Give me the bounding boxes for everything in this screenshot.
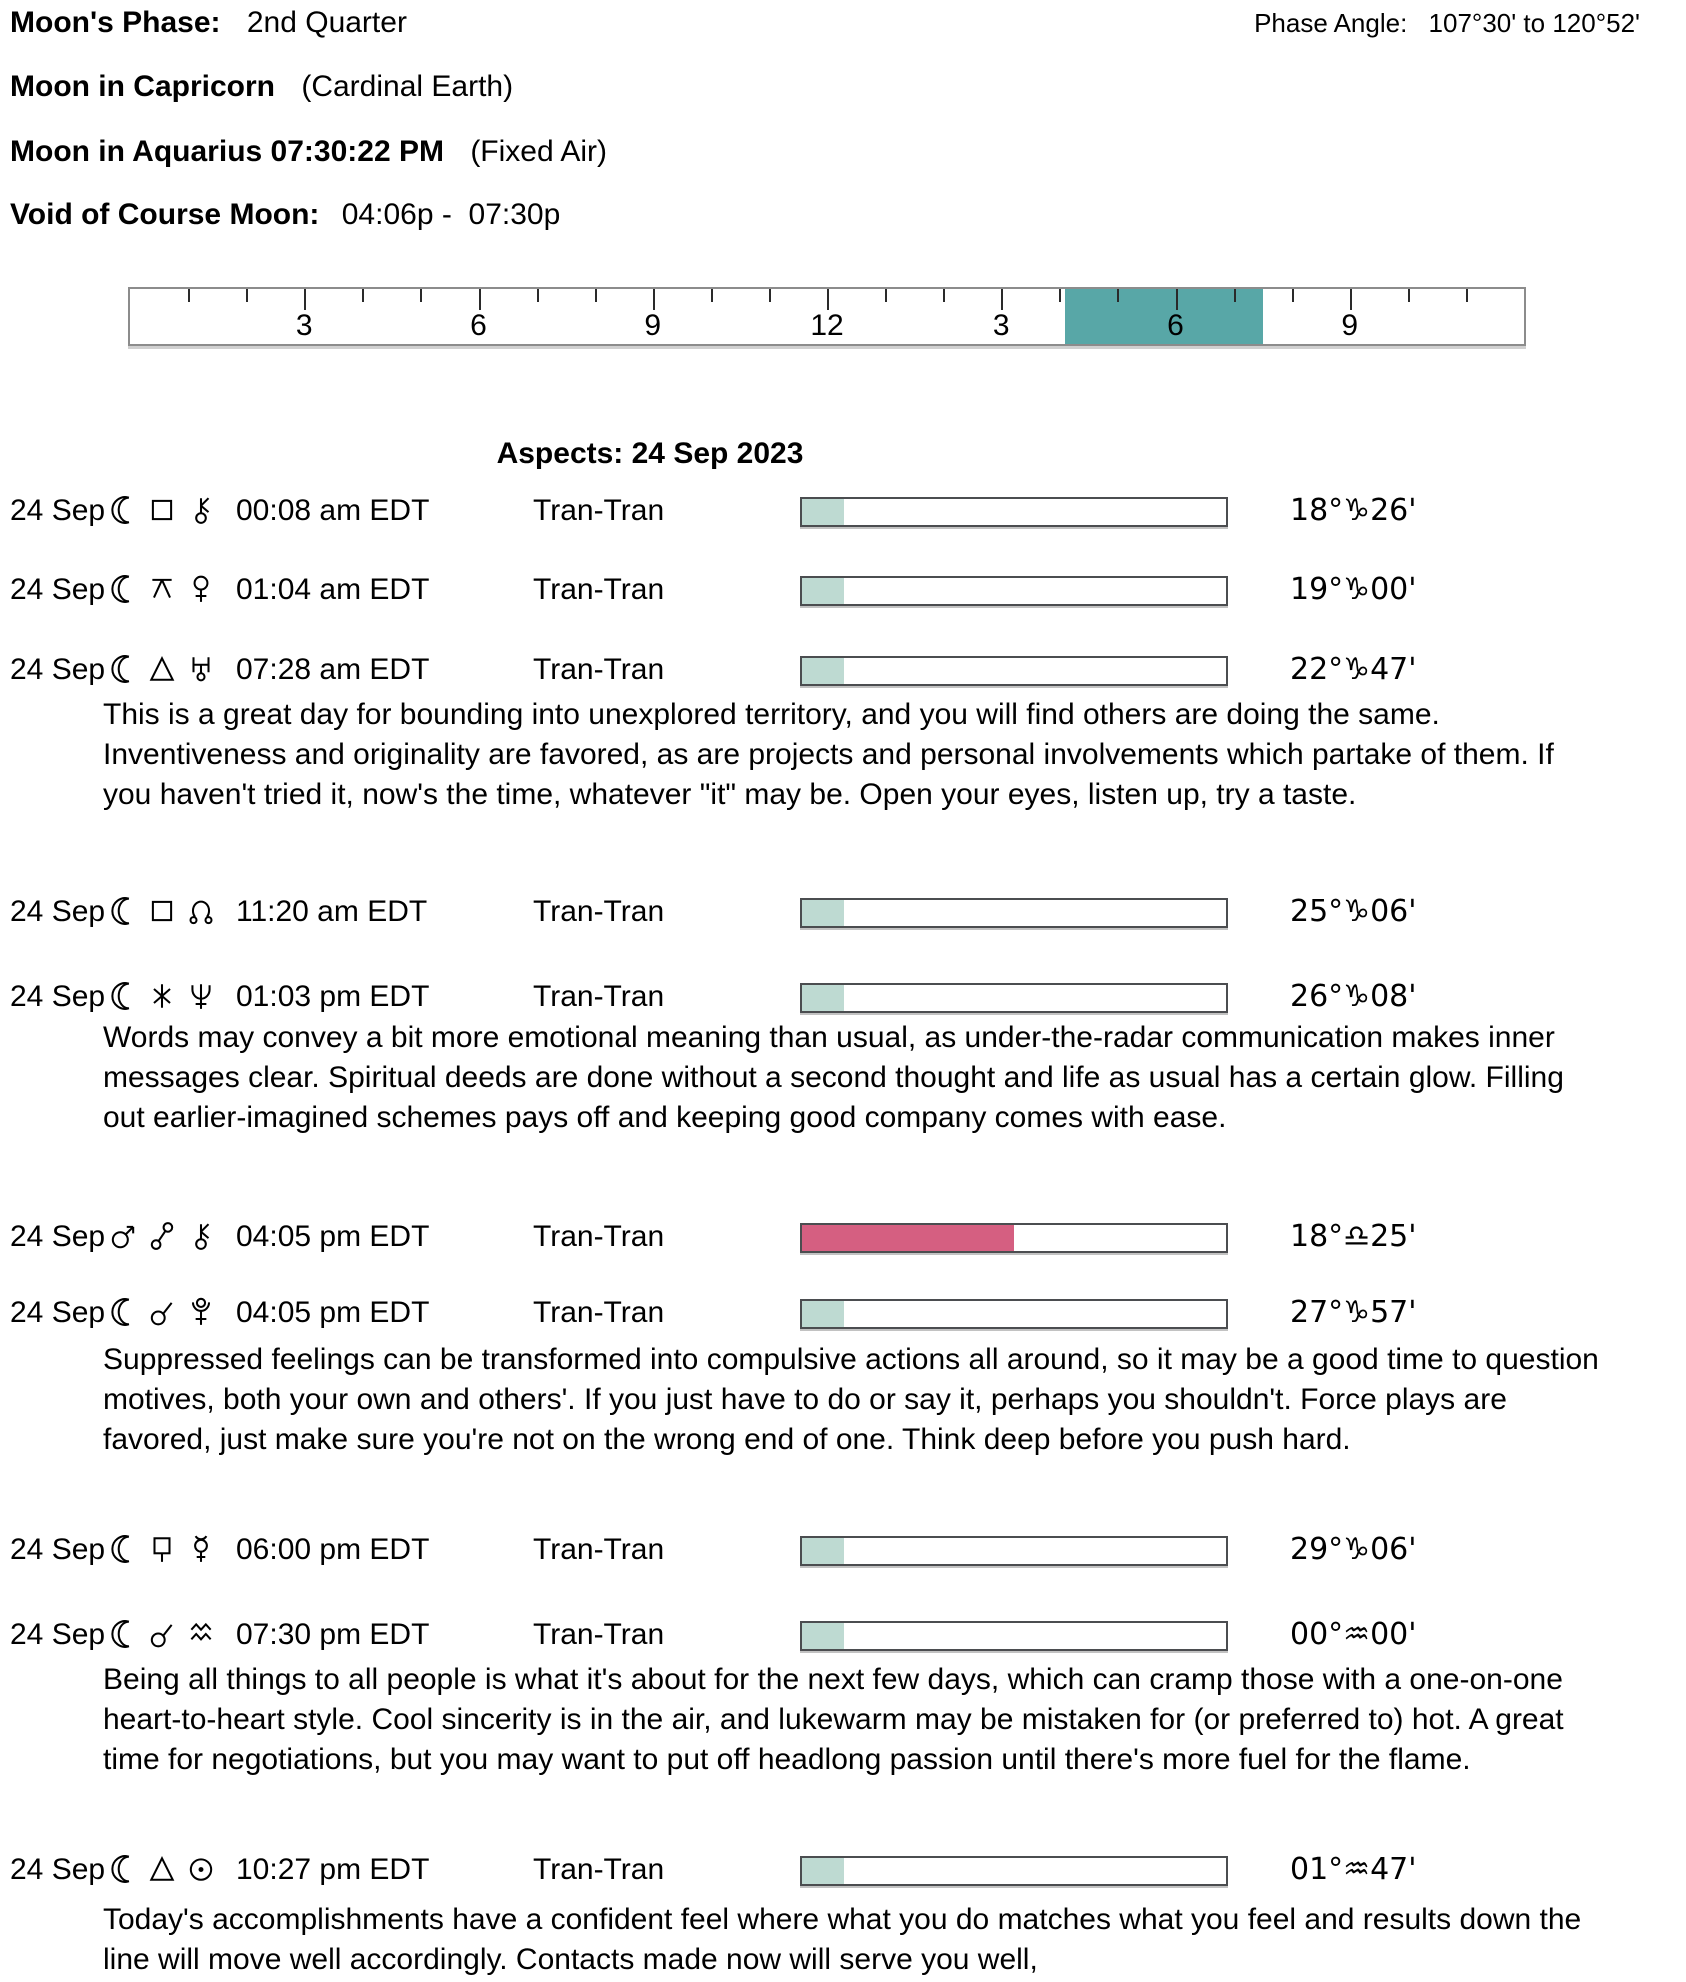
aquarius-glyph (186, 1619, 216, 1649)
hour-tick (1234, 289, 1236, 302)
voc-value: 04:06p - 07:30p (341, 198, 561, 231)
neptune-glyph (186, 981, 216, 1011)
aspect-type: Tran-Tran (533, 1618, 665, 1651)
north-node-glyph (186, 896, 216, 926)
hour-tick (420, 289, 422, 302)
moon-glyph (108, 654, 138, 684)
moons-phase-value: 2nd Quarter (246, 6, 407, 39)
aspect-row (0, 1618, 1686, 1654)
hour-tick (1176, 289, 1178, 310)
aspect-row (0, 573, 1686, 609)
aspect-position: 01°♒47' (1290, 1852, 1417, 1887)
mercury-glyph (186, 1534, 216, 1564)
aspect-time: 07:28 am EDT (236, 653, 430, 686)
moons-phase-label: Moon's Phase: (10, 6, 221, 39)
aspect-orb-bar (800, 1536, 1228, 1566)
moon-glyph (108, 574, 138, 604)
moons-phase-line (10, 6, 407, 40)
aspect-position: 26°♑08' (1290, 979, 1417, 1014)
chiron-glyph (186, 1221, 216, 1251)
aspect-orb-bar (800, 898, 1228, 928)
venus-glyph (186, 574, 216, 604)
aspect-interpretation: Words may convey a bit more emotional meaning than usual, as under-the-radar communication makes inner messages clear. Spiritual deeds are done without a second thought and life as usual has a certain glow. Filling out earlier-imagined schemes pays off and keeping good company comes with ease. (103, 1021, 1564, 1134)
aspect-position: 25°♑06' (1290, 894, 1417, 929)
aspect-time: 01:04 am EDT (236, 573, 430, 606)
sesquiquadrate-glyph (147, 1534, 177, 1564)
aspect-orb-bar (800, 1856, 1228, 1886)
aspect-orb-bar (800, 1621, 1228, 1651)
hour-tick (1001, 289, 1003, 310)
hour-tick (711, 289, 713, 302)
aspect-row (0, 494, 1686, 530)
aspect-time: 07:30 pm EDT (236, 1618, 430, 1651)
aspect-orb-bar-fill (802, 985, 844, 1011)
quincunx-glyph (147, 574, 177, 604)
moon-in-capricorn-line (10, 70, 513, 104)
square-glyph (147, 896, 177, 926)
hour-tick (362, 289, 364, 302)
aspects-title: Aspects: 24 Sep 2023 (496, 437, 804, 470)
aspect-position: 22°♑47' (1290, 652, 1417, 687)
hour-label: 6 (470, 309, 487, 342)
aspect-date: 24 Sep (10, 573, 106, 606)
aspect-orb-bar-fill (802, 1623, 844, 1649)
phase-angle-label: Phase Angle: (1254, 8, 1408, 38)
moon-sign-note: (Cardinal Earth) (301, 70, 514, 103)
hour-tick (595, 289, 597, 302)
aspect-time: 00:08 am EDT (236, 494, 430, 527)
moon-glyph (108, 896, 138, 926)
aspect-type: Tran-Tran (533, 895, 665, 928)
aspect-position: 18°♎25' (1290, 1219, 1417, 1254)
voc-ruler (128, 287, 1526, 346)
aspect-time: 04:05 pm EDT (236, 1220, 430, 1253)
aspect-position: 19°♑00' (1290, 572, 1417, 607)
aspect-interpretation: This is a great day for bounding into unexplored territory, and you will find others are doing the same. Inventiveness and originality are favored, as are projects and personal involvements which partake of them. If you haven't tried it, now's the time, whatever "it" may be. Open your eyes, listen up, try a taste. (103, 698, 1554, 811)
aspect-position: 18°♑26' (1290, 493, 1417, 528)
aspect-time: 01:03 pm EDT (236, 980, 430, 1013)
aspect-time: 11:20 am EDT (236, 895, 428, 928)
mars-glyph (108, 1221, 138, 1251)
trine-glyph (147, 1854, 177, 1884)
aspect-type: Tran-Tran (533, 1853, 665, 1886)
moon-glyph (108, 1619, 138, 1649)
aspect-row (0, 1533, 1686, 1569)
conjunction-glyph (147, 1619, 177, 1649)
hour-tick (1466, 289, 1468, 302)
aspect-orb-bar (800, 1299, 1228, 1329)
aspect-date: 24 Sep (10, 1618, 106, 1651)
aspect-type: Tran-Tran (533, 1296, 665, 1329)
uranus-glyph (186, 654, 216, 684)
hour-label: 9 (644, 309, 662, 342)
aspect-time: 04:05 pm EDT (236, 1296, 430, 1329)
aspect-interpretation: Being all things to all people is what it's about for the next few days, which can cramp those with a one-on-one heart-to-heart style. Cool sincerity is in the air, and lukewarm may be mistaken for (or preferred to) hot. A great time for negotiations, but you may want to put off headlong passion until there's more fuel for the flame. (103, 1663, 1564, 1776)
hour-label: 3 (295, 309, 313, 342)
moon-glyph (108, 1534, 138, 1564)
moon-glyph (108, 1854, 138, 1884)
aspect-orb-bar-fill (802, 658, 844, 684)
aspect-orb-bar-fill (802, 578, 844, 604)
aspect-position: 29°♑06' (1290, 1532, 1417, 1567)
hour-tick (1408, 289, 1410, 302)
void-of-course-line (10, 198, 560, 232)
aspect-row (0, 895, 1686, 931)
aspect-interpretation: Today's accomplishments have a confident feel where what you do matches what you feel and results down the line will move well accordingly. Contacts made now will serve you well, (103, 1903, 1582, 1976)
aspect-date: 24 Sep (10, 1220, 106, 1253)
pluto-glyph (186, 1297, 216, 1327)
hour-tick (1117, 289, 1119, 302)
aspect-row (0, 653, 1686, 689)
aspect-orb-bar-fill (802, 1538, 844, 1564)
aspect-orb-bar-fill (802, 900, 844, 926)
aspect-orb-bar-fill (802, 1225, 1014, 1251)
chiron-glyph (186, 495, 216, 525)
aspect-row (0, 980, 1686, 1016)
aspect-type: Tran-Tran (533, 494, 665, 527)
hour-tick (1059, 289, 1061, 302)
phase-angle (1254, 8, 1640, 39)
aspect-orb-bar (800, 497, 1228, 527)
aspect-type: Tran-Tran (533, 1220, 665, 1253)
aspect-date: 24 Sep (10, 980, 106, 1013)
hour-tick (769, 289, 771, 302)
aspect-orb-bar-fill (802, 1858, 844, 1884)
aspect-position: 00°♒00' (1290, 1617, 1417, 1652)
hour-tick (1350, 289, 1352, 310)
aspect-type: Tran-Tran (533, 653, 665, 686)
hour-tick (188, 289, 190, 302)
hour-label: 9 (1341, 309, 1359, 342)
aspect-orb-bar (800, 656, 1228, 686)
voc-label: Void of Course Moon: (10, 198, 320, 231)
aspect-date: 24 Sep (10, 494, 106, 527)
aspect-type: Tran-Tran (533, 573, 665, 606)
aspect-interpretation: Suppressed feelings can be transformed into compulsive actions all around, so it may be a good time to question motives, both your own and others'. If you just have to do or say it, perhaps you shouldn't. Force plays are favored, just make sure you're not on the wrong end of one. Think deep before you push hard. (103, 1343, 1599, 1456)
aspect-date: 24 Sep (10, 653, 106, 686)
moon-sign-label: Moon in Capricorn (10, 70, 275, 103)
hour-tick (653, 289, 655, 310)
moon-ingress-note: (Fixed Air) (470, 135, 607, 168)
moon-glyph (108, 495, 138, 525)
aspect-orb-bar (800, 576, 1228, 606)
hour-label: 12 (810, 309, 844, 342)
hour-tick (246, 289, 248, 302)
aspect-date: 24 Sep (10, 895, 106, 928)
aspect-row (0, 1853, 1686, 1889)
aspect-type: Tran-Tran (533, 1533, 665, 1566)
hour-tick (827, 289, 829, 310)
aspect-date: 24 Sep (10, 1296, 106, 1329)
hour-tick (885, 289, 887, 302)
conjunction-glyph (147, 1297, 177, 1327)
moon-ingress-label: Moon in Aquarius 07:30:22 PM (10, 135, 444, 168)
moon-glyph (108, 1297, 138, 1327)
aspect-orb-bar (800, 983, 1228, 1013)
moon-glyph (108, 981, 138, 1011)
hour-tick (537, 289, 539, 302)
aspect-row (0, 1220, 1686, 1256)
hour-tick (1292, 289, 1294, 302)
aspect-date: 24 Sep (10, 1853, 106, 1886)
aspect-date: 24 Sep (10, 1533, 106, 1566)
phase-angle-value: 107°30' to 120°52' (1428, 8, 1640, 38)
hour-tick (943, 289, 945, 302)
hour-label: 6 (1167, 309, 1184, 342)
aspect-time: 10:27 pm EDT (236, 1853, 430, 1886)
moon-in-aquarius-line (10, 135, 607, 169)
aspect-time: 06:00 pm EDT (236, 1533, 430, 1566)
aspect-orb-bar-fill (802, 1301, 844, 1327)
hour-tick (304, 289, 306, 310)
opposition-glyph (147, 1221, 177, 1251)
aspect-orb-bar-fill (802, 499, 844, 525)
sextile-glyph (147, 981, 177, 1011)
hour-tick (479, 289, 481, 310)
aspect-type: Tran-Tran (533, 980, 665, 1013)
sun-glyph (186, 1854, 216, 1884)
square-glyph (147, 495, 177, 525)
hour-label: 3 (992, 309, 1010, 342)
aspect-row (0, 1296, 1686, 1332)
aspect-position: 27°♑57' (1290, 1295, 1417, 1330)
aspect-orb-bar (800, 1223, 1228, 1253)
trine-glyph (147, 654, 177, 684)
